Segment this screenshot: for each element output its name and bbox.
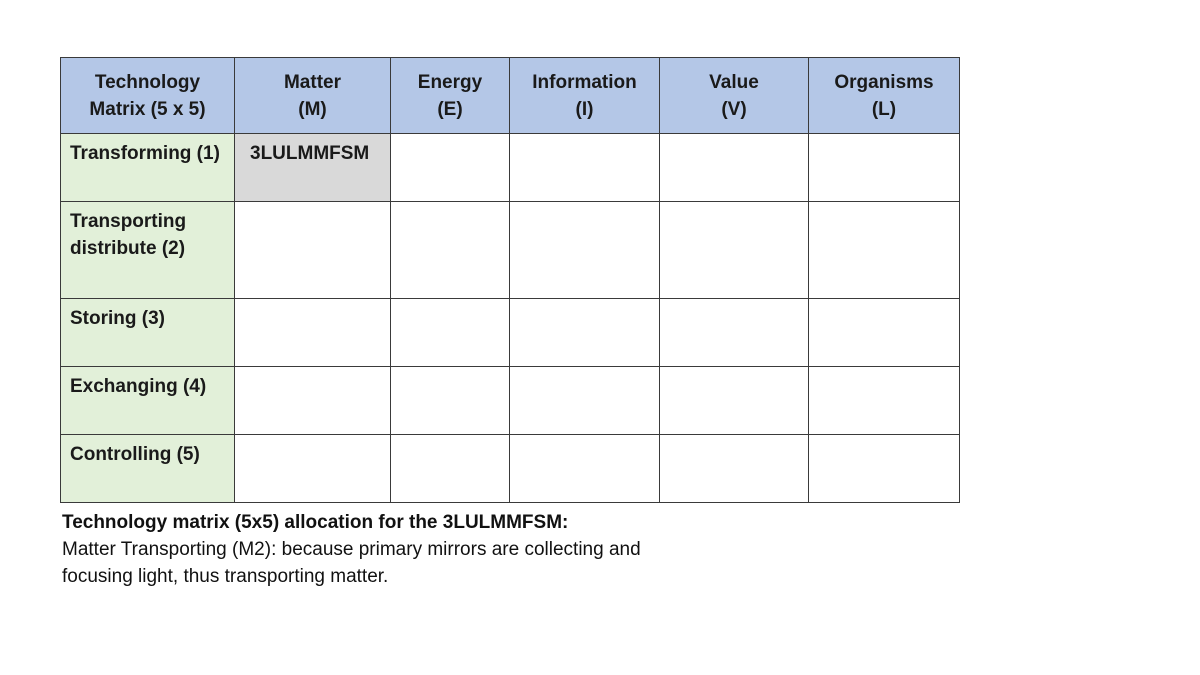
cell-matter-storing: [235, 299, 391, 367]
cell-value-controlling: [660, 435, 809, 503]
caption-line-1: Matter Transporting (M2): because primary mirrors are collecting and: [62, 539, 641, 560]
table-row-transforming: [61, 134, 960, 202]
cell-energy-transporting: [391, 202, 510, 299]
cell-information-exchanging: [510, 367, 660, 435]
technology-matrix-table: [60, 57, 960, 503]
row-header-transforming: [61, 134, 235, 202]
column-header-information: [510, 58, 660, 134]
cell-organisms-controlling: [809, 435, 960, 503]
row-header-storing: [61, 299, 235, 367]
corner-header-line2: Matrix (5 x 5): [89, 98, 206, 120]
corner-header: [61, 58, 235, 134]
column-header-label: Energy: [417, 71, 483, 93]
row-header-label: Controlling (5): [70, 444, 200, 465]
cell-information-transforming: [510, 134, 660, 202]
cell-value-storing: [660, 299, 809, 367]
table-row-controlling: [61, 435, 960, 503]
corner-header-line1: Technology: [94, 71, 201, 93]
column-header-label: Information: [532, 71, 637, 93]
matrix-caption: [62, 509, 842, 590]
caption-title: Technology matrix (5x5) allocation for the 3LULMMFSM:: [62, 512, 569, 533]
column-header-energy: [391, 58, 510, 134]
cell-value-exchanging: [660, 367, 809, 435]
cell-information-transporting: [510, 202, 660, 299]
row-header-controlling: [61, 435, 235, 503]
table-row-transporting: [61, 202, 960, 299]
row-header-exchanging: [61, 367, 235, 435]
cell-organisms-storing: [809, 299, 960, 367]
cell-value-transporting: [660, 202, 809, 299]
cell-organisms-exchanging: [809, 367, 960, 435]
cell-matter-exchanging: [235, 367, 391, 435]
column-header-code: (I): [575, 98, 594, 120]
cell-information-controlling: [510, 435, 660, 503]
cell-energy-exchanging: [391, 367, 510, 435]
cell-matter-transforming: 3LULMMFSM: [235, 134, 391, 202]
column-header-code: (L): [871, 98, 897, 120]
column-header-code: (E): [437, 98, 463, 120]
column-header-label: Value: [709, 71, 759, 93]
cell-information-storing: [510, 299, 660, 367]
cell-organisms-transporting: [809, 202, 960, 299]
row-header-label-line2: distribute (2): [70, 238, 186, 259]
column-header-code: (V): [721, 98, 747, 120]
column-header-matter: [235, 58, 391, 134]
row-header-label: Transporting: [70, 211, 187, 232]
cell-value-transforming: [660, 134, 809, 202]
cell-organisms-transforming: [809, 134, 960, 202]
row-header-label: Exchanging (4): [70, 376, 207, 397]
row-header-label: Storing (3): [70, 308, 165, 329]
cell-matter-transporting: [235, 202, 391, 299]
column-header-organisms: [809, 58, 960, 134]
row-header-label: Transforming (1): [70, 143, 220, 164]
table-row-exchanging: [61, 367, 960, 435]
cell-energy-transforming: [391, 134, 510, 202]
column-header-value: [660, 58, 809, 134]
column-header-label: Organisms: [834, 71, 934, 93]
header-row: [61, 58, 960, 134]
caption-line-2: focusing light, thus transporting matter.: [62, 566, 389, 587]
row-header-transporting: [61, 202, 235, 299]
cell-energy-storing: [391, 299, 510, 367]
column-header-code: (M): [298, 98, 327, 120]
cell-energy-controlling: [391, 435, 510, 503]
table-row-storing: [61, 299, 960, 367]
column-header-label: Matter: [283, 71, 341, 93]
cell-matter-controlling: [235, 435, 391, 503]
